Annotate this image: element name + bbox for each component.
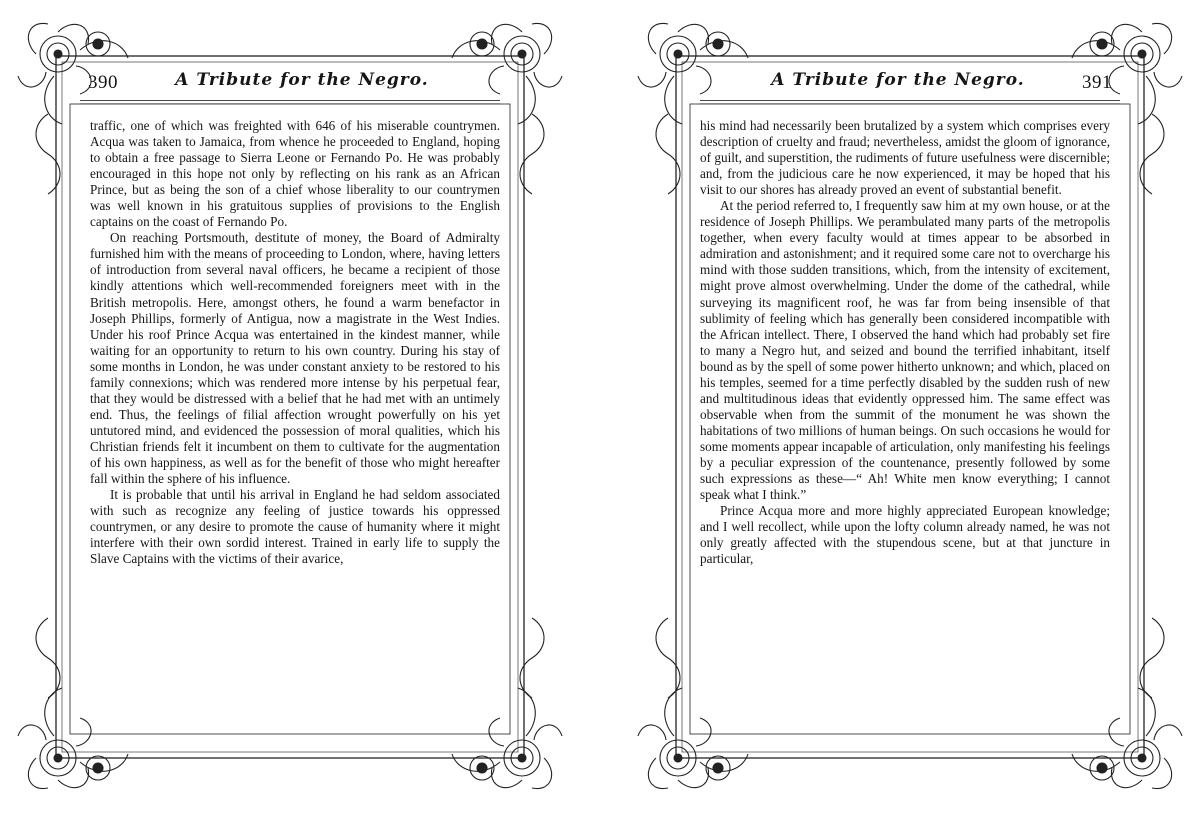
paragraph: traffic, one of which was freighted with 646 of his miserable countrymen. Acqua was taken to Jamaica, from whence he proceeded to England, hoping to obtain a free passage to Sierra Leone or Fernando Po. He was probably encouraged in this hope not only by reflecting on his rank as an African Prince, but as being the son of a chief whose liberality to our countrymen was well known in his gratuitous supplies of provisions to the English captains on the coast of Fernando Po. [90, 118, 500, 230]
page-number: 390 [88, 72, 118, 93]
paragraph: Prince Acqua more and more highly appreciated European knowledge; and I well recollect, while upon the lofty column already named, he was not only greatly affected with the stupendous scene, but at that juncture in particular, [700, 503, 1110, 567]
header-rule-thin [700, 103, 1120, 104]
paragraph: It is probable that until his arrival in England he had seldom associated with such as recognize any feeling of justice towards his oppressed countrymen, or any desire to promote the cause of humanity where it might interfere with their own sordid interest. Trained in early life to supply the Slave Captains with the victims of their avarice, [90, 487, 500, 567]
running-title: A Tribute for the Negro. [175, 70, 429, 90]
page-number: 391 [1082, 72, 1112, 93]
body-text [700, 118, 1110, 567]
paragraph: At the period referred to, I frequently saw him at my own house, or at the residence of Joseph Phillips. We perambulated many parts of the metropolis together, when every faculty would at times appear to be absorbed in admiration and astonishment; and it required some care not to overcharge his mind with those sudden transitions, which, from the intensity of excitement, might prove almost overwhelming. Under the dome of the cathedral, while surveying its magnificent roof, he was far from being insensible of that sublimity of feeling which has generally been considered incompatible with the African intellect. There, I observed the hand which had probably set fire to many a Negro hut, and seized and bound the terrified inhabitant, itself bound as by the spell of some power hitherto unknown; and which, placed on his temples, seemed for a time perfectly disabled by the sudden rush of new and multitudinous ideas that evidently oppressed him. The same effect was observable when from the summit of the monument he was shown the habitations of two millions of human beings. On such occasions he would for some moments appear incapable of articulation, only manifesting his feelings by a peculiar expression of the countenance, presently followed by some such expressions as these—“ Ah! White men know everything; I cannot speak what I think.” [700, 198, 1110, 503]
running-title: A Tribute for the Negro. [771, 70, 1025, 90]
header-rule [80, 100, 500, 101]
header-rule [700, 100, 1120, 101]
running-head [680, 70, 1140, 100]
right-page [620, 0, 1200, 816]
left-page [0, 0, 580, 816]
paragraph: his mind had necessarily been brutalized by a system which comprises every description of cruelty and fraud; nevertheless, amidst the gloom of ignorance, of guilt, and superstition, the rudiments of future usefulness were discernible; and, from the judicious care he now experienced, it may be hoped that his visit to our shores has already proved an event of substantial benefit. [700, 118, 1110, 198]
body-text [90, 118, 500, 567]
running-head [60, 70, 520, 100]
paragraph: On reaching Portsmouth, destitute of money, the Board of Admiralty furnished him with the means of proceeding to London, where, having letters of introduction from several naval officers, he became a recipient of those kindly attentions which well-recommended foreigners meet with in the British metropolis. Here, amongst others, he found a warm benefactor in Joseph Phillips, formerly of Antigua, now a magistrate in the West Indies. Under his roof Prince Acqua was entertained in the kindest manner, while waiting for an opportunity to return to his own country. During his stay of some months in London, he was under constant anxiety to be restored to his family connexions; which was rendered more intense by his perpetual fear, that they would be distressed with a belief that he had met with an untimely end. Thus, the feelings of filial affection wrought powerfully on his yet untutored mind, and evidenced the possession of moral qualities, which his Christian friends felt it incumbent on them to cultivate for the augmentation of his own happiness, as well as for the benefit of those who might hereafter fall within the sphere of his influence. [90, 230, 500, 487]
header-rule-thin [80, 103, 500, 104]
